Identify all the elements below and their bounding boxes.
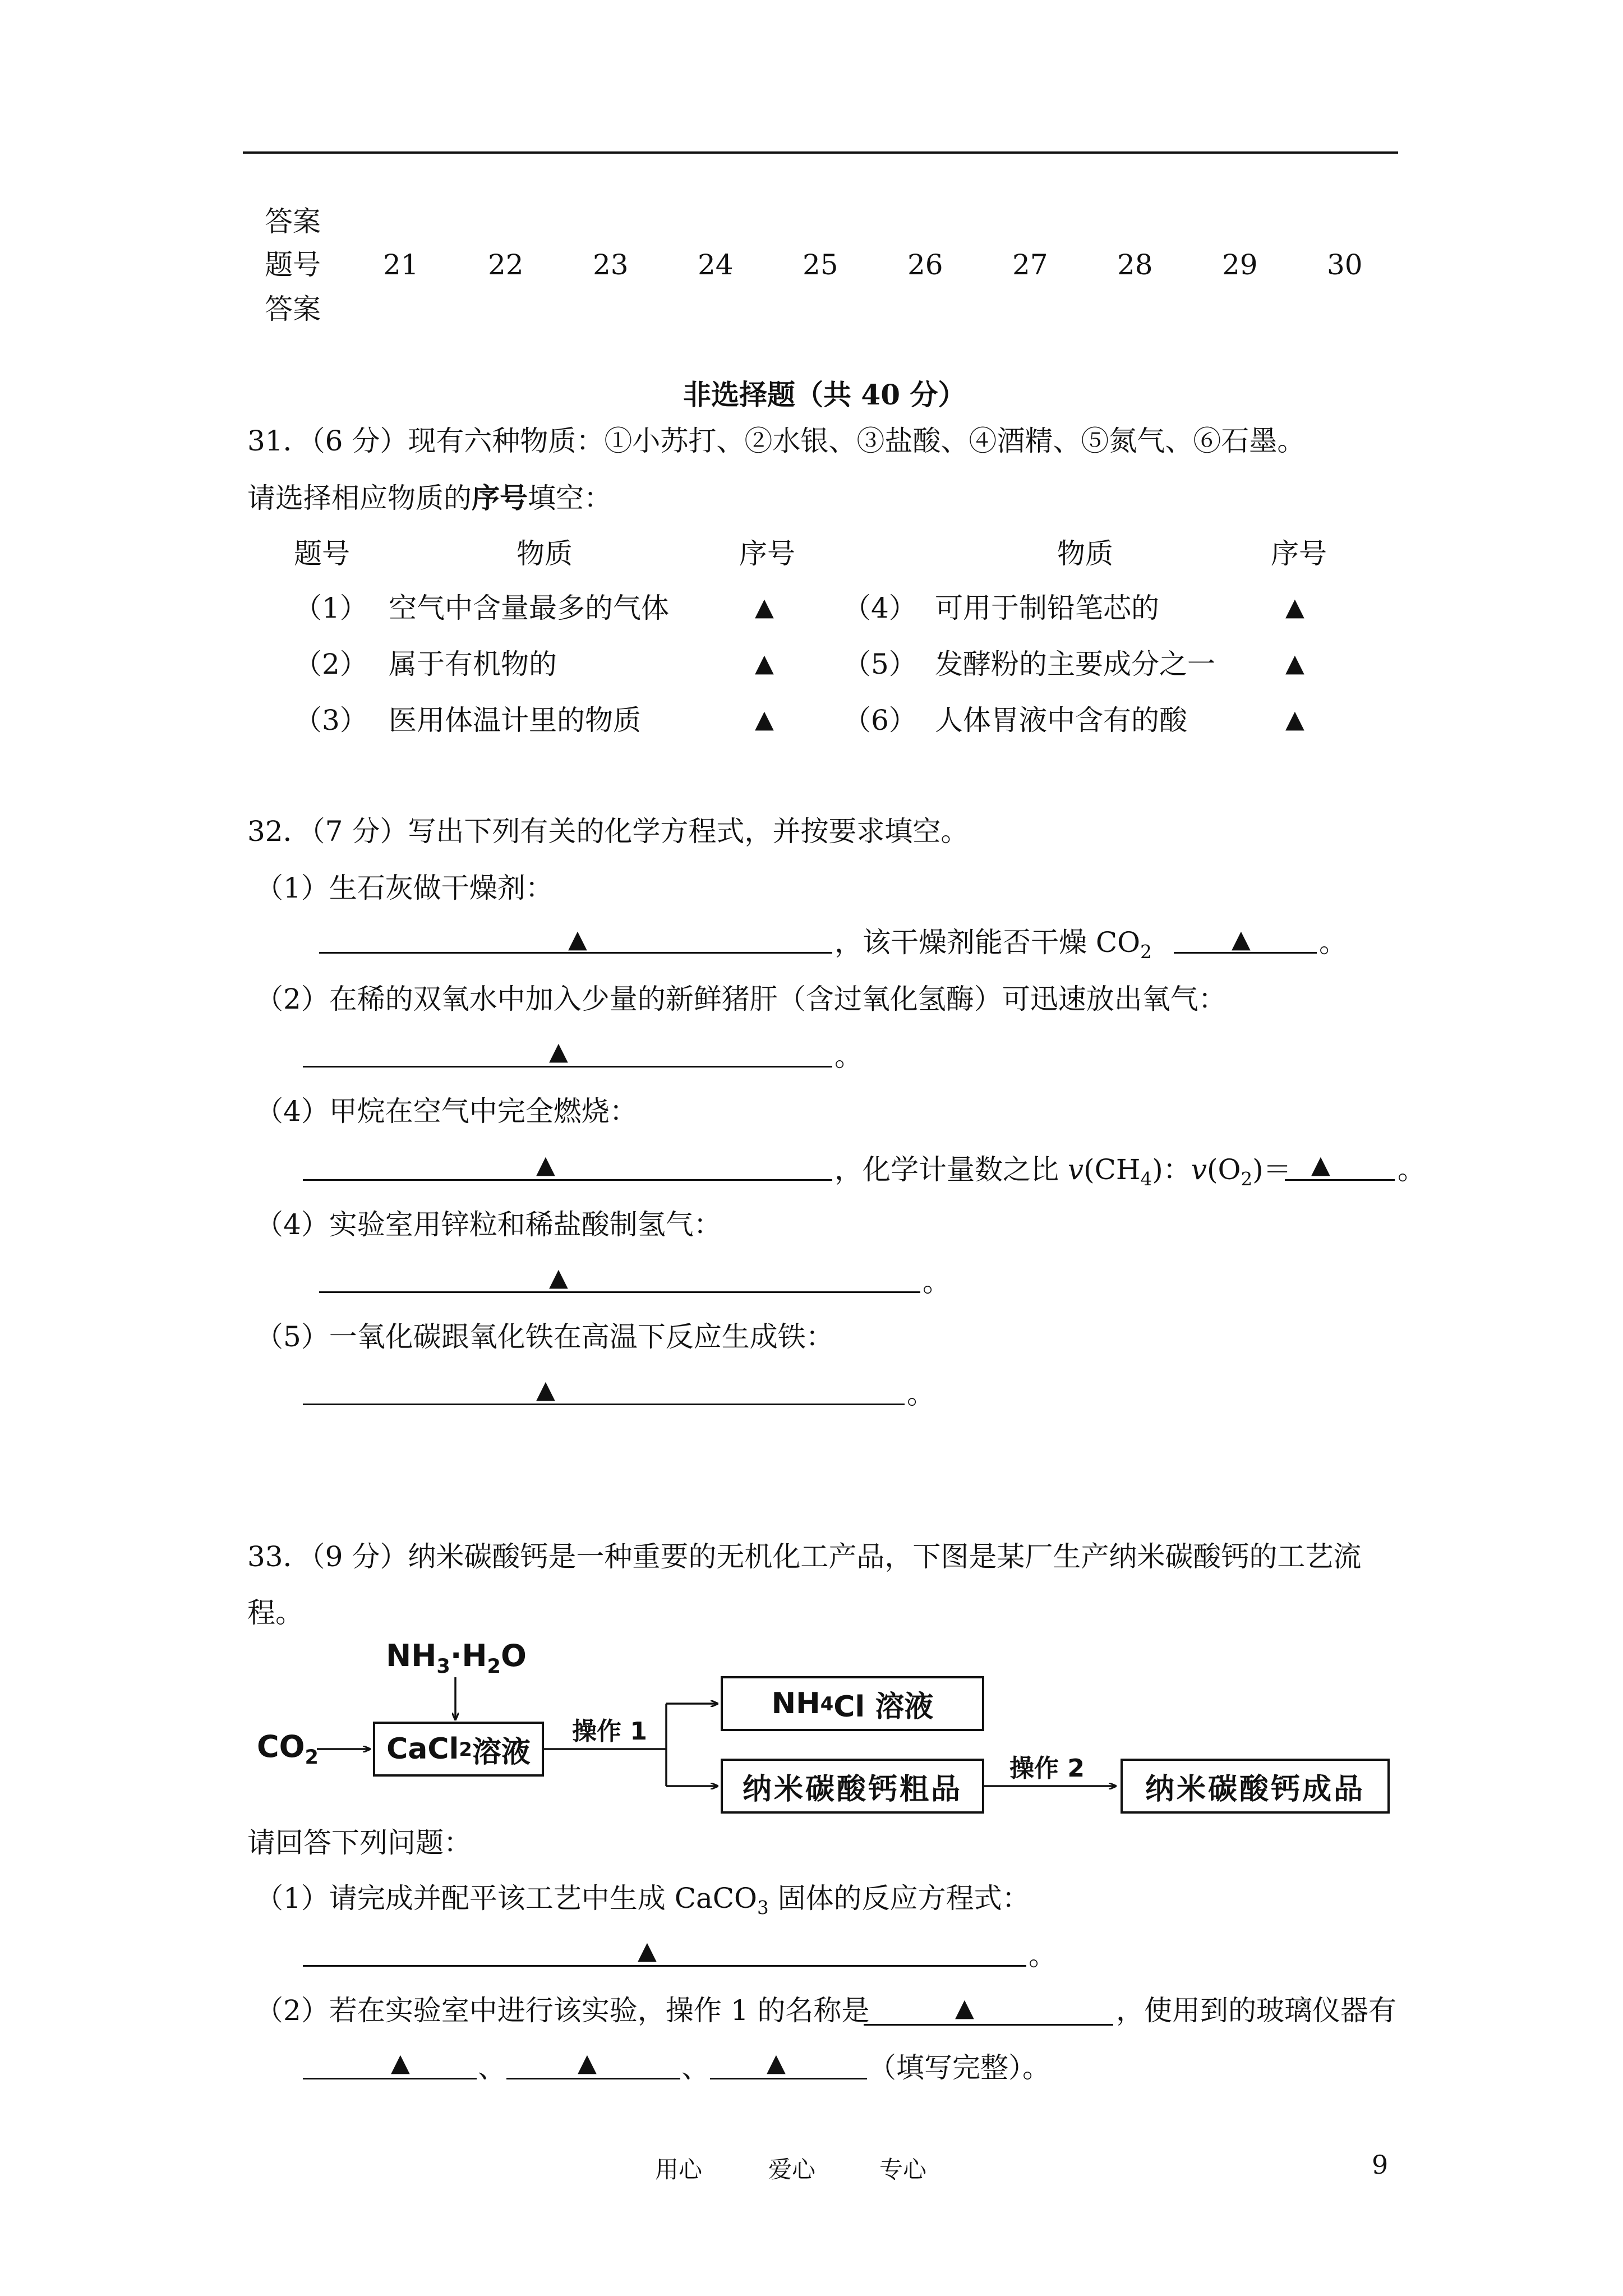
answer-mark: ▲ xyxy=(1285,705,1304,734)
sub-question: （4）实验室用锌粒和稀盐酸制氢气： xyxy=(255,1208,722,1241)
answer-mark: ▲ xyxy=(1311,1151,1330,1179)
formula-text: )： xyxy=(1152,1153,1191,1186)
instruction-text: 请选择相应物质的 xyxy=(247,482,472,514)
question-number-cell: 27 xyxy=(1012,249,1048,281)
section-title: 非选择题（共 40 分） xyxy=(683,378,966,411)
subscript: 2 xyxy=(1241,1168,1253,1190)
sub-question: （2）在稀的双氧水中加入少量的新鲜猪肝（含过氧化氢酶）可迅速放出氧气： xyxy=(255,983,1227,1015)
answer-mark: ▲ xyxy=(536,1151,555,1179)
answer-row-label: 答案 xyxy=(265,205,321,238)
question-number-cell: 22 xyxy=(488,249,524,281)
row-substance: 空气中含量最多的气体 xyxy=(389,592,669,624)
question-number-row-label: 题号 xyxy=(265,249,321,281)
answer-mark: ▲ xyxy=(638,1936,657,1965)
operation-2-label: 操作 2 xyxy=(1009,1754,1085,1783)
tail-text: ，化学计量数之比 xyxy=(834,1153,1068,1186)
answer-mark: ▲ xyxy=(1285,649,1304,678)
question-number-cell: 23 xyxy=(593,249,629,281)
answer-mark: ▲ xyxy=(391,2049,410,2077)
answer-mark: ▲ xyxy=(755,705,774,734)
row-number: （6） xyxy=(843,704,917,737)
sub-question xyxy=(255,1881,1030,1925)
footer-motto: 爱心 xyxy=(768,2156,816,2183)
operation-1-label: 操作 1 xyxy=(572,1717,647,1746)
answer-hint: （填写完整）。 xyxy=(868,2051,1050,2084)
row-number: （4） xyxy=(843,592,917,624)
answer-mark: ▲ xyxy=(1285,593,1304,622)
row-substance: 可用于制铅笔芯的 xyxy=(935,592,1159,624)
answer-row-label: 答案 xyxy=(265,293,321,325)
question-number-cell: 30 xyxy=(1327,249,1363,281)
answer-mark: ▲ xyxy=(1232,925,1251,954)
sentence-end: 。 xyxy=(907,1378,935,1410)
question-stem: 33．（9 分）纳米碳酸钙是一种重要的无机化工产品，下图是某厂生产纳米碳酸钙的工艺流 xyxy=(247,1540,1362,1573)
question-number-cell: 21 xyxy=(383,249,419,281)
question-number-cell: 24 xyxy=(698,249,734,281)
sub-question: （5）一氧化碳跟氧化铁在高温下反应生成铁： xyxy=(255,1320,834,1353)
sub-question-text: 固体的反应方程式： xyxy=(768,1882,1030,1915)
answer-blank[interactable] xyxy=(303,2078,477,2079)
formula-text: (O xyxy=(1206,1153,1241,1186)
ammonia-water-label: $NH_3\cdot H_2O$ xyxy=(386,1638,527,1678)
subscript: 3 xyxy=(757,1897,769,1918)
subscript: 2 xyxy=(1140,941,1152,963)
variable-v: v xyxy=(1067,1153,1084,1186)
question-number-cell: 28 xyxy=(1117,249,1153,281)
tail-text: ，该干燥剂能否干燥 CO xyxy=(834,926,1141,959)
row-substance: 发酵粉的主要成分之一 xyxy=(935,648,1215,680)
sentence-end: 。 xyxy=(1398,1153,1426,1186)
footer-motto: 专心 xyxy=(879,2156,927,2183)
col-header-substance: 物质 xyxy=(517,537,573,570)
question-number-cell: 26 xyxy=(907,249,943,281)
row-number: （1） xyxy=(294,592,368,624)
row-substance: 医用体温计里的物质 xyxy=(389,704,641,737)
sentence-end: 。 xyxy=(1319,926,1347,959)
formula-text: )＝ xyxy=(1252,1153,1292,1186)
answer-mark: ▲ xyxy=(955,1994,974,2022)
sub-question: （4）甲烷在空气中完全燃烧： xyxy=(255,1095,638,1128)
footer-motto: 用心 xyxy=(655,2156,703,2183)
col-header-substance: 物质 xyxy=(1057,537,1113,570)
formula-text: (CH xyxy=(1083,1153,1141,1186)
sub-question-tail: ，使用到的玻璃仪器有 xyxy=(1116,1994,1396,2027)
question-number-cell: 29 xyxy=(1222,249,1258,281)
row-number: （3） xyxy=(294,704,368,737)
final-product-box: 纳米碳酸钙成品 xyxy=(1121,1759,1390,1814)
question-stem: 32．（7 分）写出下列有关的化学方程式，并按要求填空。 xyxy=(247,815,969,848)
row-number: （2） xyxy=(294,648,368,680)
question-stem: 31．（6 分）现有六种物质：①小苏打、②水银、③盐酸、④酒精、⑤氮气、⑥石墨。 xyxy=(247,425,1306,457)
prompt-text: 请回答下列问题： xyxy=(247,1826,472,1859)
row-substance: 属于有机物的 xyxy=(389,648,557,680)
instruction-text: 填空： xyxy=(528,482,612,514)
answer-mark: ▲ xyxy=(755,593,774,622)
answer-mark: ▲ xyxy=(755,649,774,678)
answer-mark: ▲ xyxy=(536,1375,555,1404)
answer-blank[interactable] xyxy=(506,2078,680,2079)
page-number: 9 xyxy=(1372,2150,1389,2180)
instruction-emphasis: 序号 xyxy=(472,481,528,514)
sub-question-text: （1）请完成并配平该工艺中生成 CaCO xyxy=(255,1882,758,1915)
sentence-end: 。 xyxy=(923,1266,951,1298)
col-header-number: 题号 xyxy=(294,537,350,570)
subscript: 4 xyxy=(1140,1168,1152,1190)
cacl2-solution-box: CaCl 2 溶液 xyxy=(373,1722,544,1777)
answer-blank[interactable] xyxy=(303,1965,1026,1967)
crude-product-box: 纳米碳酸钙粗品 xyxy=(721,1759,984,1814)
answer-blank[interactable] xyxy=(710,2078,867,2079)
sub-question: （2）若在实验室中进行该实验，操作 1 的名称是 xyxy=(255,1994,870,2027)
row-number: （5） xyxy=(843,648,917,680)
answer-mark: ▲ xyxy=(767,2049,786,2077)
answer-blank[interactable] xyxy=(864,2024,1113,2026)
answer-mark: ▲ xyxy=(549,1263,568,1292)
sub-question: （1）生石灰做干燥剂： xyxy=(255,872,554,904)
col-header-seq: 序号 xyxy=(739,537,795,570)
sentence-end: 。 xyxy=(1029,1939,1057,1972)
answer-mark: ▲ xyxy=(578,2049,597,2077)
row-substance: 人体胃液中含有的酸 xyxy=(935,704,1187,737)
co2-label: $CO_2$ xyxy=(257,1729,319,1769)
sentence-end: 。 xyxy=(834,1040,863,1073)
answer-mark: ▲ xyxy=(549,1037,568,1066)
answer-mark: ▲ xyxy=(568,925,587,954)
separator: 、 xyxy=(681,2051,709,2084)
separator: 、 xyxy=(478,2051,506,2084)
col-header-seq: 序号 xyxy=(1271,537,1327,570)
nh4cl-solution-box: NH 4 Cl 溶液 xyxy=(721,1676,984,1731)
question-stem: 程。 xyxy=(247,1596,303,1629)
question-number-cell: 25 xyxy=(803,249,838,281)
variable-v: v xyxy=(1191,1153,1207,1186)
